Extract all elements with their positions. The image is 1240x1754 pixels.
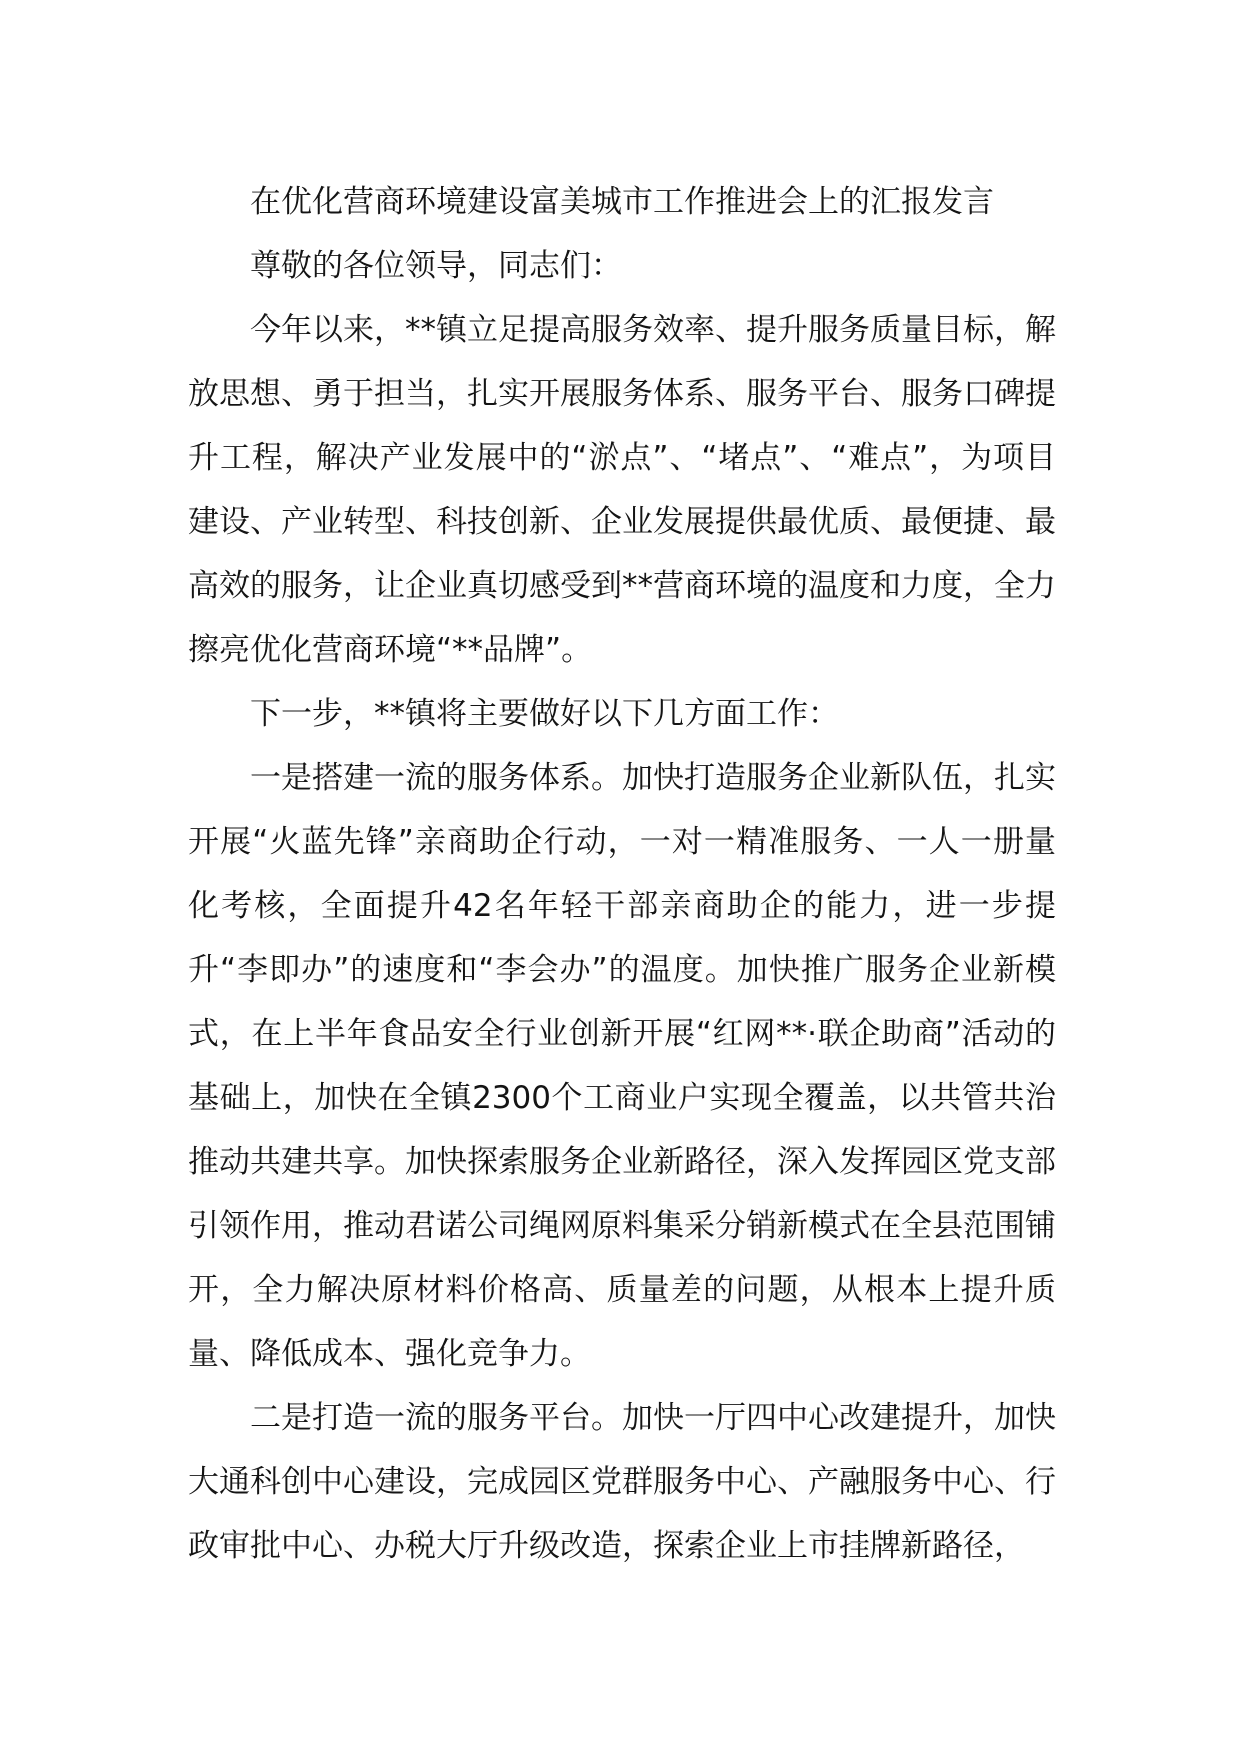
paragraph-service-system: 一是搭建一流的服务体系。加快打造服务企业新队伍，扎实开展“火蓝先锋”亲商助企行动，一对一精准服务、一人一册量化考核，全面提升42名年轻干部亲商助企的能力，进一步提升“李即办”的速度和“李会办”的温度。加快推广服务企业新模式，在上半年食品安全行业创新开展“红网**·联企助商”活动的基础上，加快在全镇2300个工商业户实现全覆盖，以共管共治推动共建共享。加快探索服务企业新路径，深入发挥园区党支部引领作用，推动君诺公司绳网原料集采分销新模式在全县范围铺开，全力解决原材料价格高、质量差的问题，从根本上提升质量、降低成本、强化竞争力。	[188, 760, 1056, 1372]
paragraph-service-platform: 二是打造一流的服务平台。加快一厅四中心改建提升，加快大通科创中心建设，完成园区党群服务中心、产融服务中心、行政审批中心、办税大厅升级改造，探索企业上市挂牌新路径，	[188, 1400, 1056, 1564]
document-body	[188, 170, 1056, 1578]
salutation: 尊敬的各位领导，同志们：	[250, 248, 622, 284]
document-title: 在优化营商环境建设富美城市工作推进会上的汇报发言	[250, 184, 994, 220]
paragraph-next-steps: 下一步，**镇将主要做好以下几方面工作：	[250, 696, 839, 732]
paragraph-intro: 今年以来，**镇立足提高服务效率、提升服务质量目标，解放思想、勇于担当，扎实开展服务体系、服务平台、服务口碑提升工程，解决产业发展中的“淤点”、“堵点”、“难点”，为项目建设、产业转型、科技创新、企业发展提供最优质、最便捷、最高效的服务，让企业真切感受到**营商环境的温度和力度，全力擦亮优化营商环境“**品牌”。	[188, 312, 1056, 668]
